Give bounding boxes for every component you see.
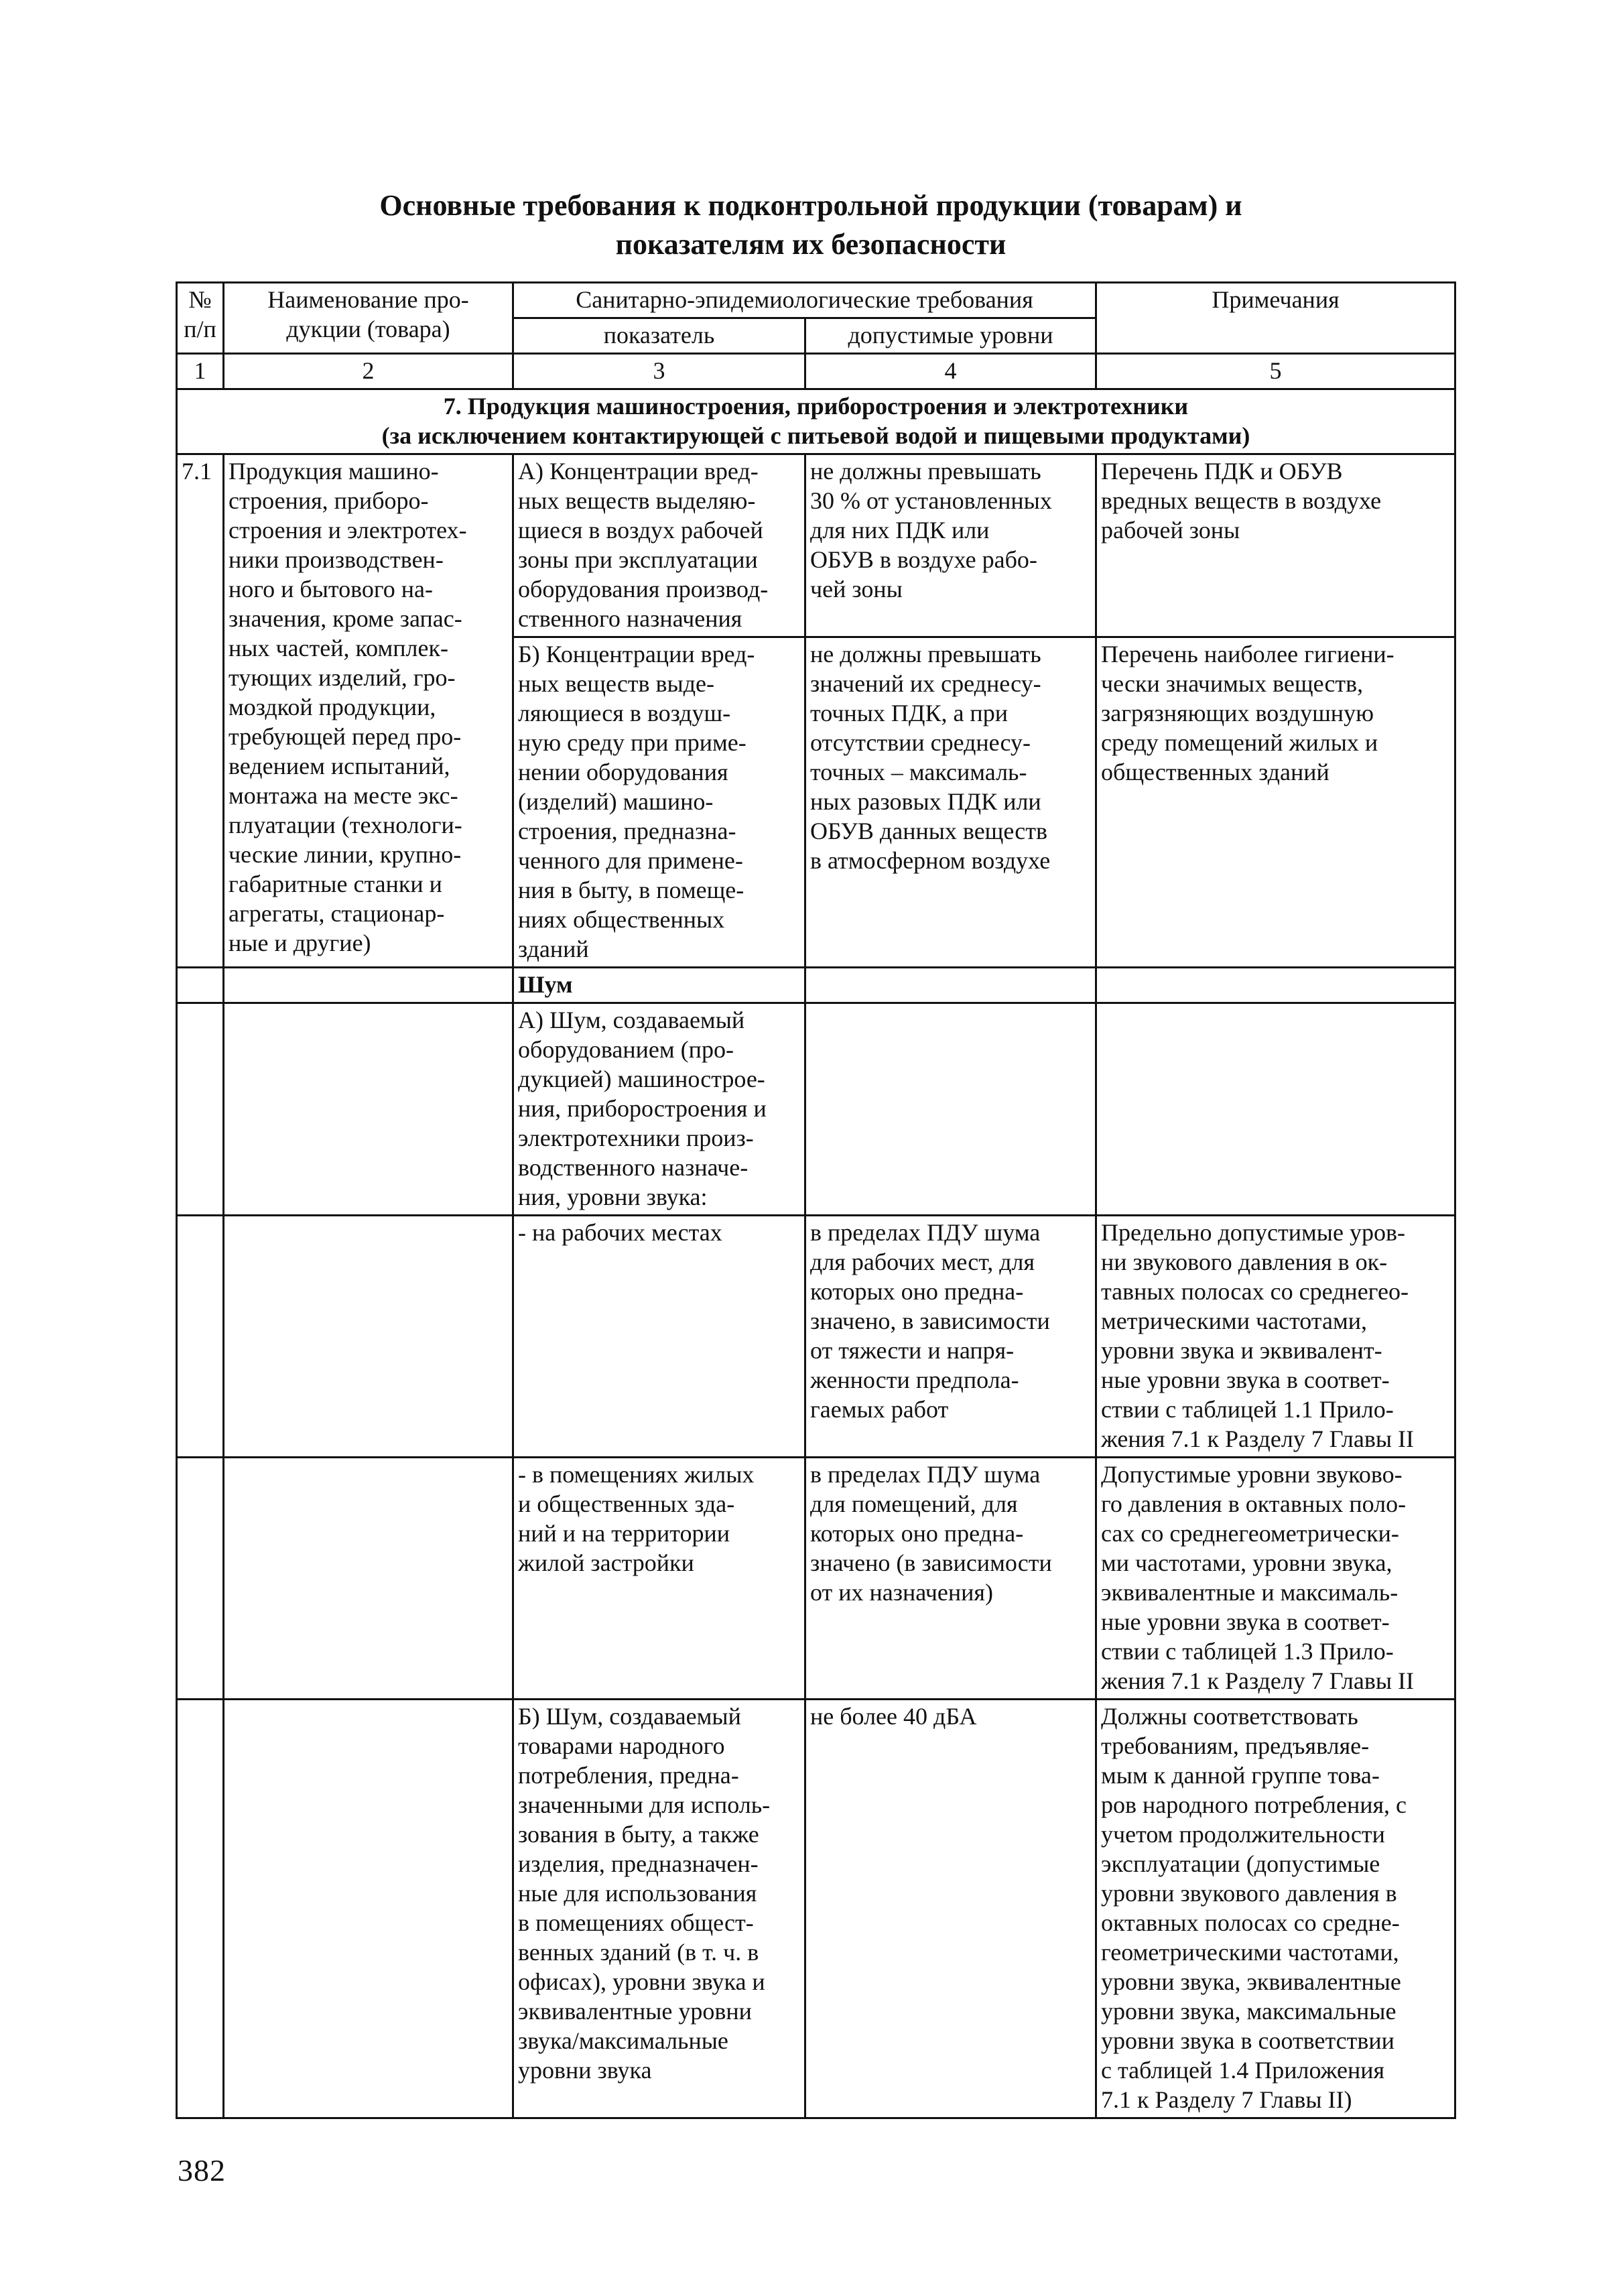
- levels-cell: не должны превышать 30 % от установленных для них ПДК или ОБУВ в воздухе рабо- чей зоны: [805, 454, 1096, 637]
- section-heading-line-2: (за исключением контактирующей с питьевой водой и пищевыми продуктами): [381, 422, 1250, 449]
- indicator-cell: - на рабочих местах: [513, 1216, 805, 1458]
- empty-cell: [224, 1700, 513, 2118]
- noise-b-row: [177, 1700, 1455, 2118]
- row-7-1-a: [177, 454, 1455, 637]
- header-sanitary-requirements: Санитарно-эпидемиологические требования: [513, 283, 1096, 318]
- empty-cell: [177, 1216, 224, 1458]
- header-row-1: [177, 283, 1455, 318]
- header-product-name: Наименование про- дукции (товара): [224, 283, 513, 354]
- noise-residential-row: [177, 1458, 1455, 1700]
- indicator-cell: А) Шум, создаваемый оборудованием (про- дукцией) машинострое- ния, приборостроения и электротехники произ- водственного назначе- ния, уровни звука:: [513, 1003, 805, 1216]
- column-number-3: 3: [513, 354, 805, 389]
- indicator-cell: А) Концентрации вред- ных веществ выделяю- щиеся в воздух рабочей зоны при эксплуатации оборудования производ- ственного назначения: [513, 454, 805, 637]
- section-heading: [177, 389, 1455, 454]
- column-number-5: 5: [1096, 354, 1455, 389]
- levels-cell: не должны превышать значений их среднесу- точных ПДК, а при отсутствии среднесу- точных – максималь- ных разовых ПДК или ОБУВ данных веществ в атмосферном воздухе: [805, 637, 1096, 968]
- empty-cell: [177, 1458, 224, 1700]
- noise-a-intro-row: [177, 1003, 1455, 1216]
- column-number-4: 4: [805, 354, 1096, 389]
- empty-cell: [177, 1700, 224, 2118]
- column-number-2: 2: [224, 354, 513, 389]
- empty-cell: [224, 1003, 513, 1216]
- document-title: [174, 186, 1447, 264]
- header-allowed-levels: допустимые уровни: [805, 318, 1096, 354]
- title-line-2: показателям их безопасности: [615, 228, 1007, 261]
- requirements-table: [176, 281, 1456, 2119]
- notes-cell: Перечень наиболее гигиени- чески значимых веществ, загрязняющих воздушную среду помещений жилых и общественных зданий: [1096, 637, 1455, 968]
- product-name-cell: Продукция машино- строения, приборо- строения и электротех- ники производствен- ного и бытового на- значения, кроме запас- ных частей, комплек- тующих изделий, гро- моздкой продукции, требующей перед про- ведением испытаний, монтажа на месте экс- плуатации (технологи- ческие линии, крупно- габаритные станки и агрегаты, стационар- ные и другие): [224, 454, 513, 968]
- header-indicator: показатель: [513, 318, 805, 354]
- empty-cell: [177, 1003, 224, 1216]
- header-notes: Примечания: [1096, 283, 1455, 354]
- header-num: № п/п: [177, 283, 224, 354]
- empty-cell: [805, 968, 1096, 1003]
- notes-cell: Перечень ПДК и ОБУВ вредных веществ в воздухе рабочей зоны: [1096, 454, 1455, 637]
- notes-cell: Должны соответствовать требованиям, предъявляе- мым к данной группе това- ров народного потребления, с учетом продолжительности эксплуатации (допустимые уровни звукового давления в октавных полосах со средне- геометрическими частотами, уровни звука, эквивалентные уровни звука, максимальные уровни звука в соответствии с таблицей 1.4 Приложения 7.1 к Разделу 7 Главы II): [1096, 1700, 1455, 2118]
- empty-cell: [177, 968, 224, 1003]
- indicator-cell: Б) Шум, создаваемый товарами народного потребления, предна- значенными для исполь- зования в быту, а также изделия, предназначен- ные для использования в помещениях общест- венных зданий (в т. ч. в офисах), уровни звука и эквивалентные уровни звука/максимальные уровни звука: [513, 1700, 805, 2118]
- empty-cell: [224, 1216, 513, 1458]
- notes-cell: Предельно допустимые уров- ни звукового давления в ок- тавных полосах со среднегео- метрическими частотами, уровни звука и эквивалент- ные уровни звука в соответ- ствии с таблицей 1.1 Прило- жения 7.1 к Разделу 7 Главы II: [1096, 1216, 1455, 1458]
- title-line-1: Основные требования к подконтрольной продукции (товарам) и: [379, 189, 1242, 222]
- empty-cell: [1096, 968, 1455, 1003]
- empty-cell: [1096, 1003, 1455, 1216]
- noise-heading-row: [177, 968, 1455, 1003]
- section-row: [177, 389, 1455, 454]
- section-heading-line-1: 7. Продукция машиностроения, приборостроения и электротехники: [443, 393, 1189, 420]
- levels-cell: не более 40 дБА: [805, 1700, 1096, 2118]
- column-number-1: 1: [177, 354, 224, 389]
- column-number-row: [177, 354, 1455, 389]
- notes-cell: Допустимые уровни звуково- го давления в октавных поло- сах со среднегеометрически- ми частотами, уровни звука, эквивалентные и максималь- ные уровни звука в соответ- ствии с таблицей 1.3 Прило- жения 7.1 к Разделу 7 Главы II: [1096, 1458, 1455, 1700]
- empty-cell: [805, 1003, 1096, 1216]
- empty-cell: [224, 1458, 513, 1700]
- row-number: 7.1: [177, 454, 224, 968]
- levels-cell: в пределах ПДУ шума для помещений, для которых оно предна- значено (в зависимости от их назначения): [805, 1458, 1096, 1700]
- indicator-cell: Б) Концентрации вред- ных веществ выде- ляющиеся в воздуш- ную среду при приме- нении оборудования (изделий) машино- строения, предназна- ченного для примене- ния в быту, в помеще- ниях общественных зданий: [513, 637, 805, 968]
- empty-cell: [224, 968, 513, 1003]
- indicator-cell: - в помещениях жилых и общественных зда- ний и на территории жилой застройки: [513, 1458, 805, 1700]
- page-number: 382: [178, 2153, 226, 2187]
- noise-heading: Шум: [513, 968, 805, 1003]
- levels-cell: в пределах ПДУ шума для рабочих мест, для которых оно предна- значено, в зависимости от тяжести и напря- женности предпола- гаемых работ: [805, 1216, 1096, 1458]
- noise-workplaces-row: [177, 1216, 1455, 1458]
